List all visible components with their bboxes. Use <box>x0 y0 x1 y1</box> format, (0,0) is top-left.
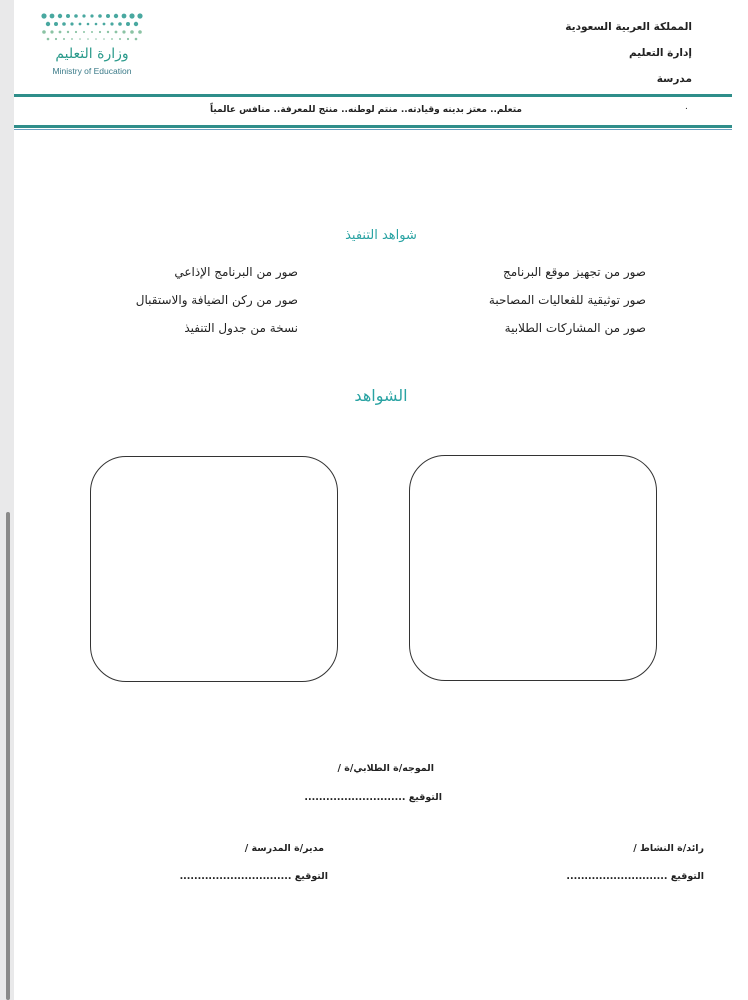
counselor-signature: التوقيع ............................ <box>304 792 442 803</box>
vertical-scrollbar[interactable] <box>6 512 10 1000</box>
header-department: إدارة التعليم <box>628 47 692 59</box>
evidence-title: شواهد التنفيذ <box>345 228 417 243</box>
header-divider-thin <box>14 129 732 130</box>
logo-english-text: Ministry of Education <box>52 66 132 76</box>
evidence-item: صور توثيقية للفعاليات المصاحبة <box>488 293 646 307</box>
evidence-item: صور من تجهيز موقع البرنامج <box>502 265 646 279</box>
ministry-logo <box>40 12 144 78</box>
evidence-item: صور من المشاركات الطلابية <box>504 321 646 335</box>
photo-placeholder-left <box>90 456 338 682</box>
activity-leader-label: رائد/ة النشاط / <box>633 843 704 854</box>
logo-arabic-text: وزارة التعليم <box>55 46 129 62</box>
logo-dots-icon <box>40 12 144 44</box>
slogan-mark: ٠ <box>684 104 689 114</box>
evidence-item: نسخة من جدول التنفيذ <box>184 321 298 335</box>
header-school: مدرسة <box>656 73 692 85</box>
principal-label: مدير/ة المدرسة / <box>244 843 324 854</box>
counselor-label: الموجه/ة الطلابي/ة / <box>337 763 434 774</box>
header-address <box>565 14 692 92</box>
evidence-item: صور من البرنامج الإذاعي <box>174 265 298 279</box>
ministry-slogan: متعلم.. معتز بدينه وقيادته.. منتم لوطنه.. منتج للمعرفة.. منافس عالمياً <box>210 105 522 115</box>
header-country: المملكة العربية السعودية <box>565 21 692 33</box>
evidence-item: صور من ركن الضيافة والاستقبال <box>135 293 298 307</box>
header-divider-top <box>14 94 732 97</box>
header-divider-bottom <box>14 125 732 128</box>
document-page <box>14 0 748 1000</box>
activity-leader-signature: التوقيع ............................ <box>566 871 704 882</box>
shawahid-title: الشواهد <box>354 386 408 405</box>
photo-placeholder-right <box>409 455 657 681</box>
principal-signature: التوقيع ............................... <box>179 871 328 882</box>
